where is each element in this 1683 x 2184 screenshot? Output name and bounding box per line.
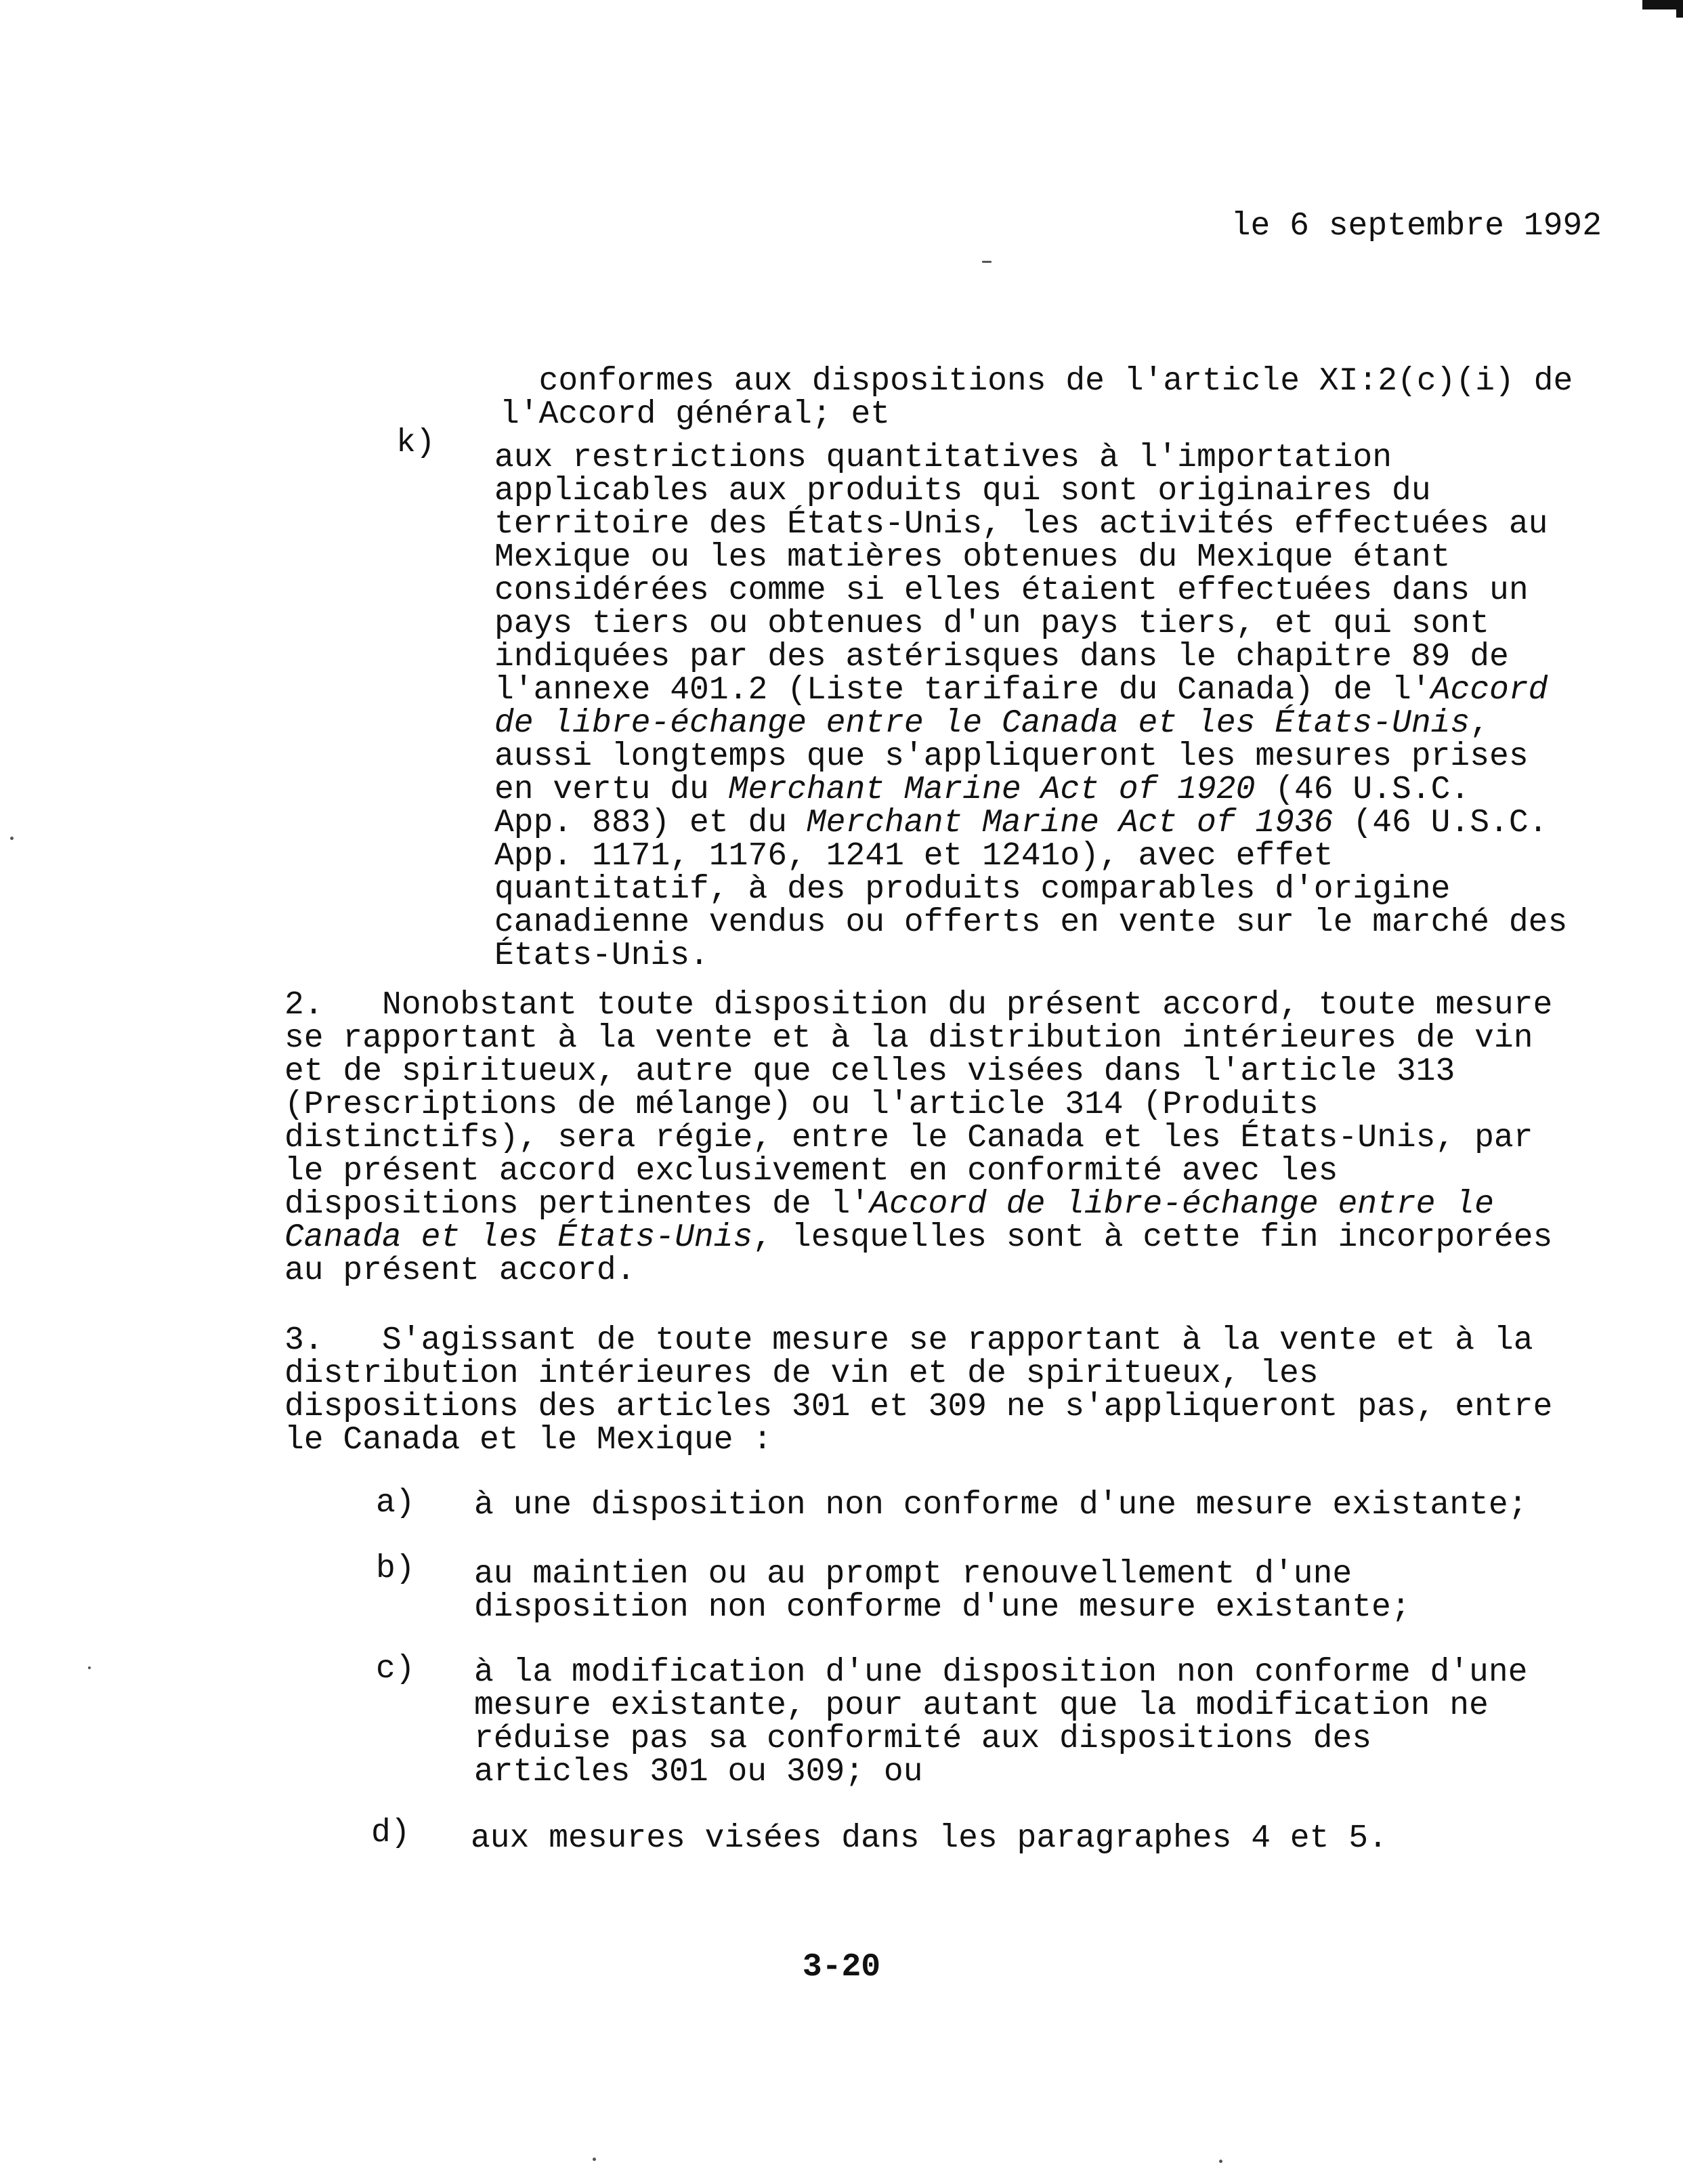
scan-speck bbox=[1219, 2160, 1222, 2163]
document-date: le 6 septembre 1992 bbox=[1231, 208, 1602, 245]
paragraph-3-text: S'agissant de toute mesure se rapportant à la vente et à la distribution intérieures de vin et de spiritueux, les dispositions des articles 301 et 309 ne s'appliqueront pas, entre le Canada et le Mexique : bbox=[284, 1322, 1553, 1458]
sub-item-c-label: c) bbox=[376, 1651, 415, 1687]
scan-speck bbox=[88, 1666, 91, 1669]
page-number: 3-20 bbox=[802, 1949, 881, 1986]
continuation-line-1: conformes aux dispositions de l'article XI:2(c)(i) de bbox=[538, 363, 1573, 400]
sub-item-a-text: à une disposition non conforme d'une mesure existante; bbox=[474, 1487, 1528, 1524]
paragraph-3-number: 3. bbox=[284, 1322, 324, 1359]
item-k-label: k) bbox=[396, 425, 435, 461]
continuation-line-2: l'Accord général; et bbox=[500, 396, 891, 433]
sub-item-d-text: aux mesures visées dans les paragraphes 4 et 5. bbox=[471, 1820, 1388, 1857]
scan-speck bbox=[10, 837, 14, 840]
sub-item-c-text: à la modification d'une disposition non conforme d'une mesure existante, pour autant que la modification ne réduise pas sa conformité aux dispositions des articles 301 ou 309; ou bbox=[474, 1654, 1528, 1790]
paragraph-2-text: Nonobstant toute disposition du présent accord, toute mesure se rapportant à la vente et à la distribution intérieures de vin et de spiritueux, autre que celles visées dans l'article 313 (Prescriptions de mélange) ou l'article 314 (Produits distinctifs), sera régie, entre le Canada et les États-Unis, par le présent accord exclusivement en conformité avec les dispositions pertinentes de l'Accord de libre-échange entre le Canada et les États-Unis, lesquelles sont à cette fin incorporées au présent accord. bbox=[284, 987, 1553, 1289]
item-k-text: aux restrictions quantitatives à l'importation applicables aux produits qui sont originaires du territoire des États-Unis, les activités effectuées au Mexique ou les matières obtenues du Mexique étant considérées comme si elles étaient effectuées dans un pays tiers ou obtenues d'un pays tiers, et qui sont indiquées par des astérisques dans le chapitre 89 de l'annexe 401.2 (Liste tarifaire du Canada) de l'Accord de libre-échange entre le Canada et les États-Unis, aussi longtemps que s'appliqueront les mesures prises en vertu du Merchant Marine Act of 1920 (46 U.S.C. App. 883) et du Merchant Marine Act of 1936 (46 U.S.C. App. 1171, 1176, 1241 et 1241o), avec effet quantitatif, à des produits comparables d'origine canadienne vendus ou offerts en vente sur le marché des États-Unis. bbox=[494, 440, 1568, 974]
scan-corner-mark bbox=[1642, 0, 1683, 9]
paragraph-2-number: 2. bbox=[284, 987, 324, 1024]
sub-item-b-text: au maintien ou au prompt renouvellement d'une disposition non conforme d'une mesure existante; bbox=[474, 1556, 1411, 1626]
act-title-1920: Merchant Marine Act of 1920 bbox=[728, 772, 1256, 808]
sub-item-d-label: d) bbox=[371, 1815, 410, 1851]
sub-item-b-label: b) bbox=[376, 1551, 415, 1587]
act-title-1936: Merchant Marine Act of 1936 bbox=[806, 805, 1334, 841]
sub-item-a-label: a) bbox=[376, 1485, 415, 1521]
continuation-text bbox=[500, 332, 1573, 432]
scan-speck bbox=[982, 261, 992, 263]
agreement-title: Accord de libre-échange entre le Canada et les États-Unis bbox=[494, 672, 1548, 742]
agreement-title: Accord de libre-échange entre le Canada et les États-Unis bbox=[284, 1186, 1494, 1256]
scan-speck bbox=[593, 2158, 596, 2161]
